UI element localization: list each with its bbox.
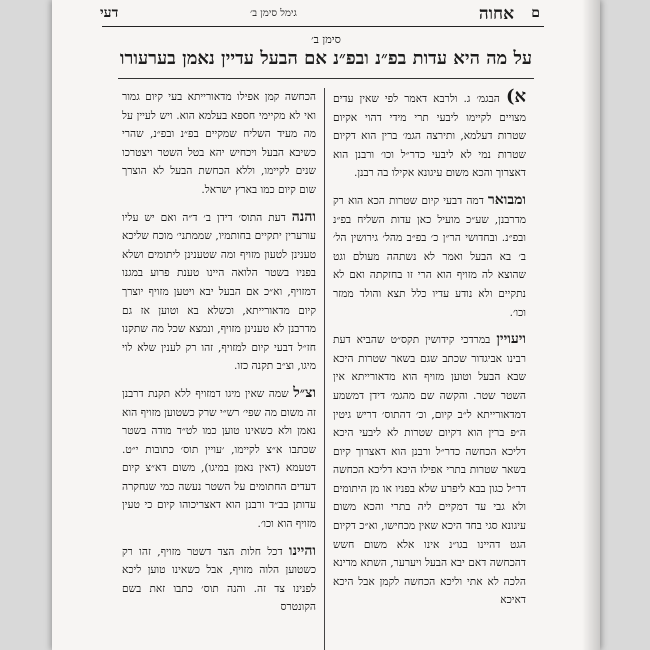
paragraph: [122, 384, 316, 534]
paragraph-text: שמה שאין מיגו דמזויף ללא תקנת דרבנן זה משום מה שפי׳ רש״י שרק כשטוען מזויף הוא נאמן ולא כשאינו טוען כמו לט״ד מודה בשטר שכתבו א״צ לקיימו, ׳עויין תוס׳ כתובות י״ט. דטעמא (דאין נאמן במיגו), משום דא״צ קיום דעדים החתומים על השטר נעשה כמי שנחקרה עדותן בב״ד ורבנן הוא דאצריכוהו קיום כי טעין מזויף הוא וכו׳.: [122, 387, 316, 531]
title-rule: [118, 78, 534, 79]
paragraph-text: דכל חלות הצד דשטר מזויף, זהו רק כשטוען הלוה מזויף, אבל כשאינו טוען ליכא לפנינו צד זה. והנה תוס׳ כתבו זאת בשם הקונטרס: [122, 545, 316, 614]
page-number: ם: [531, 5, 540, 21]
paragraph-text: במרדכי קידושין תקס״ט שהביא דעת רבינו אביגדור שכתב שגם בשאר שטרות היכא שבא הבעל וטוען מזויף הוא מדאורייתא אין השטר שטר. והקשה שם מהגמ׳ דידן דמשמע דמדאורייתא ל״ב קיום, וכ׳ דהתוס׳ דריש גיטין ה״פ ברין הוא דקיום שטרות לא ליבעי היכא דליכא הכחשה כדר״ל ורבנן הוא דאצרוך קיום בשאר שטרות בתרי אפילו היכא דליכא הכחשה דר״ל כגון בבא ליפרע שלא בפניו או מן היתומים ולא גבי עד דמקיים ליה בתרי והכא משום עיגונא סגי בחד היכא שאין מכחישו, וא״כ דקיום הגט דהיינו בגו״נ אינו אלא משום חשש דהכחשה דאם יבא הבעל ויערער, השתא מדינא הלכה לא אתי וליכא הכחשה לקמן אבל היכא דאיכא: [333, 334, 526, 607]
paragraph: [333, 88, 526, 183]
book-title: אחוה: [478, 4, 514, 24]
running-head: [100, 2, 540, 24]
header-rule: [102, 26, 544, 27]
paragraph: [122, 542, 316, 617]
column-left: [114, 88, 324, 650]
siman-title: על מה היא עדות בפ״נ ובפ״נ אם הבעל עדיין נאמן בערעורו: [119, 48, 533, 69]
page-letter: דעי: [100, 5, 119, 21]
paragraph-lead-word: והנה: [291, 208, 316, 225]
paragraph-lead-word: ויעויין: [496, 331, 526, 348]
paragraph: [333, 191, 526, 322]
paragraph: [122, 88, 316, 200]
section-reference: גימל סימן ב׳: [250, 8, 297, 19]
page-spine-shadow: [582, 0, 600, 650]
paragraph-marker: א): [505, 88, 527, 107]
paragraph-lead-word: וצ״ל: [293, 384, 316, 401]
paragraph-lead-word: והיינו: [288, 542, 316, 559]
paragraph-text: הכחשה קמן אפילו מדאורייתא בעי קיום גמור ואי לא מקיימי חספא בעלמא הוא. ויש לעיין על מה מעיד השליח שמקיים בפ״נ ובפ״נ, שהרי כשיבא הבעל ויכחיש יהא בטל השטר ויצטרכו שנים לקיימו, וללא הכחשת הבעל לא הוצרך שום קיום כמו בארץ ישראל.: [122, 91, 316, 196]
book-page: [52, 0, 600, 650]
paragraph: [122, 208, 316, 376]
siman-label: סימן ב׳: [311, 33, 341, 46]
paragraph-text: הבגמ׳ ג. ולרבא דאמר לפי שאין עדים מצויים לקיימו ליבעי תרי מידי דהוי אקיום שטרות דעלמא, ותירצה הגמ׳ ברין הוא דקיום שטרות נמי לא ליבעי כדר״ל וכו׳ ורבנן הוא דאצרוך והכא משום עיגונא אקילו בה רבנן.: [333, 93, 526, 180]
paragraph-lead-word: ומבואר: [487, 191, 526, 208]
paragraph-text: דמה דבעי קיום שטרות הכא הוא רק מדרבנן, שע״כ מועיל כאן עדות השליח בפ״נ ובפ״נ. ובחדושי הר״ן כ׳ בפ״ב מהל׳ גירושין הל׳ ב׳ בא הבעל ואמר לא נשתהה מעולם וגט שהוצא לה מזויף הוא הרי זו בחזקתה ואם לא נתקיים ולא נודע עדיו כלל תצא והולד ממזר וכו׳.: [333, 194, 526, 319]
paragraph: [333, 330, 526, 610]
paragraph-text: דעת התוס׳ דידן ב׳ ד״ה ואם יש עליו עורערין יתקיים בחותמיו, שממתני׳ מוכח שליכא טענינן לטעון מזויף ומה שטענינן ליתומים ושלא בפניו בשטר הלואה היינו טענת פרוע במגנו דמזויף, וא״כ אם הבעל יבא ויטען מזויף יוצרך קיום מדאורייתא, וכשלא בא וטוען אז גם מדרבנן לא טענינן מזויף, ונמצא שכל מה שתקנו חז״ל דבעי קיום למזויף, זהו רק לענין שלא לוי מיגו, וצ״ב תקנה כזו.: [122, 211, 316, 373]
text-columns: [114, 88, 534, 650]
column-right: [324, 88, 534, 650]
